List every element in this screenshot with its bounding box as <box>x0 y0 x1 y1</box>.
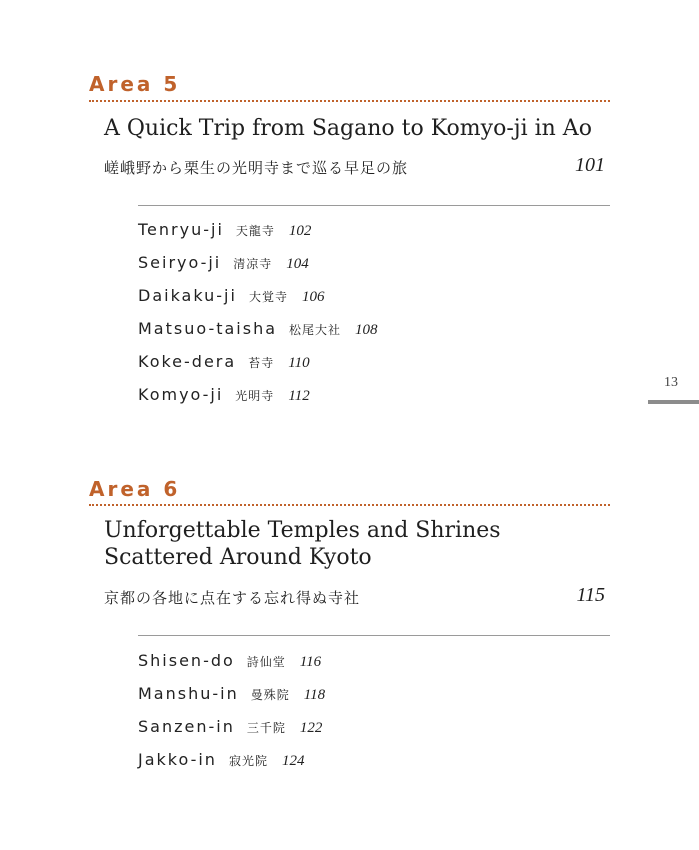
entry-page-number: 102 <box>288 223 312 239</box>
toc-entry <box>138 717 322 739</box>
toc-entry <box>138 286 324 308</box>
area-label: Area 6 <box>89 477 181 501</box>
entry-japanese-name: 光明寺 <box>235 389 275 403</box>
entry-name: Shisen-do <box>138 651 235 670</box>
folio-bar <box>648 400 699 404</box>
entry-name: Jakko-in <box>138 750 217 769</box>
entry-page-number: 106 <box>301 289 325 305</box>
toc-entry <box>138 352 310 374</box>
entry-page-number: 108 <box>355 322 378 338</box>
entry-japanese-name: 松尾大社 <box>289 323 342 337</box>
section-page-number: 101 <box>575 154 605 176</box>
area-label: Area 5 <box>89 72 181 96</box>
entry-name: Manshu-in <box>138 684 239 703</box>
dotted-divider <box>89 100 610 102</box>
section-subtitle: 嵯峨野から栗生の光明寺まで巡る早足の旅 <box>104 159 409 177</box>
entry-name: Komyo-ji <box>138 385 224 404</box>
section-rule <box>138 205 610 206</box>
entry-page-number: 112 <box>288 388 310 404</box>
entry-page-number: 124 <box>281 753 305 769</box>
entry-japanese-name: 清凉寺 <box>233 257 273 271</box>
entry-name: Seiryo-ji <box>138 253 222 272</box>
folio-page-number: 13 <box>664 375 678 390</box>
entry-japanese-name: 苔寺 <box>248 356 275 370</box>
entry-page-number: 104 <box>286 256 309 272</box>
toc-entry <box>138 319 378 341</box>
entry-japanese-name: 大覚寺 <box>248 290 288 304</box>
entry-page-number: 116 <box>299 654 322 670</box>
entry-page-number: 122 <box>299 720 323 736</box>
entry-japanese-name: 詩仙堂 <box>246 655 286 669</box>
entry-japanese-name: 三千院 <box>246 721 286 735</box>
toc-entry <box>138 253 309 275</box>
dotted-divider <box>89 504 610 506</box>
entry-name: Daikaku-ji <box>138 286 237 305</box>
toc-entry <box>138 750 304 772</box>
toc-entry <box>138 651 321 673</box>
section-title: A Quick Trip from Sagano to Komyo-ji in Ao <box>104 116 592 141</box>
toc-entry <box>138 220 311 242</box>
section-subtitle: 京都の各地に点在する忘れ得ぬ寺社 <box>104 589 361 607</box>
entry-japanese-name: 曼殊院 <box>250 688 290 702</box>
entry-name: Tenryu-ji <box>138 220 224 239</box>
section-page-number: 115 <box>576 584 605 606</box>
entry-name: Koke-dera <box>138 352 237 371</box>
section-rule <box>138 635 610 636</box>
entry-page-number: 110 <box>288 355 310 371</box>
entry-japanese-name: 天龍寺 <box>235 224 275 238</box>
section-title: Unforgettable Temples and Shrines Scattered Around Kyoto <box>104 518 501 570</box>
toc-entry <box>138 385 310 407</box>
entry-name: Sanzen-in <box>138 717 235 736</box>
entry-name: Matsuo-taisha <box>138 319 278 338</box>
entry-page-number: 118 <box>303 687 326 703</box>
entry-japanese-name: 寂光院 <box>228 754 268 768</box>
toc-entry <box>138 684 325 706</box>
